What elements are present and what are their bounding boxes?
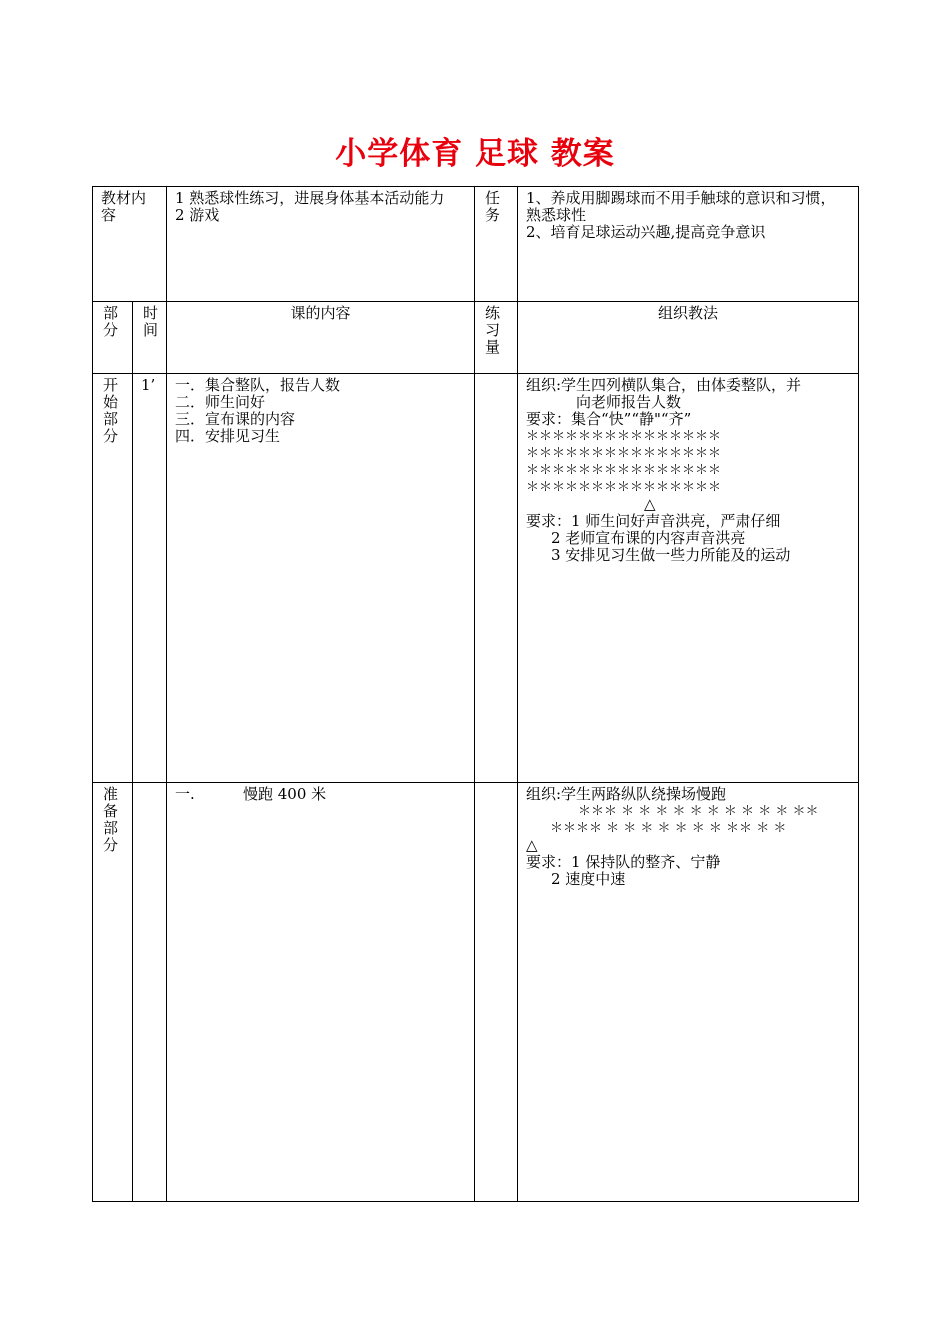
material-label-cell (93, 187, 167, 302)
practice-header: 练习量 (485, 304, 501, 356)
method-req: 要求：1 保持队的整齐、宁静 (526, 853, 721, 871)
material-content-cell (167, 187, 475, 302)
material-line-1: 1 熟悉球性练习，进展身体基本活动能力 (175, 189, 445, 207)
section-name: 开始部分 (103, 376, 119, 445)
column-header-row (93, 302, 859, 374)
teacher-marker: △ (526, 836, 538, 854)
method-org: 组织:学生四列横队集合，由体委整队，并 (526, 376, 802, 394)
formation-row: ＊＊＊＊ ＊ ＊ ＊ ＊ ＊ ＊ ＊ ＊＊ ＊ ＊ (550, 821, 787, 836)
method-req2: 要求：1 师生问好声音洪亮，严肃仔细 (526, 512, 781, 530)
formation-row: ＊＊＊＊＊＊＊＊＊＊＊＊＊＊＊ (526, 446, 722, 461)
method-req2-b: 2 老师宣布课的内容声音洪亮 (551, 529, 746, 547)
part-header: 部分 (103, 304, 119, 339)
method-req: 要求：集合“快”“静"“齐” (526, 410, 692, 428)
section-row-opening (93, 374, 859, 783)
formation-row: ＊＊＊＊＊＊＊＊＊＊＊＊＊＊＊ (526, 429, 722, 444)
content-item-number: 一. (175, 785, 195, 803)
formation-row: ＊＊＊ ＊ ＊ ＊ ＊ ＊ ＊ ＊ ＊ ＊ ＊ ＊＊ (578, 804, 819, 819)
section-name: 准备部分 (103, 785, 119, 854)
material-row (93, 187, 859, 302)
section-method (518, 374, 859, 783)
method-req-b: 2 速度中速 (551, 870, 626, 888)
task-label-cell (475, 187, 518, 302)
material-label: 教材内容 (101, 189, 147, 224)
method-org: 组织:学生两路纵队绕操场慢跑 (526, 785, 727, 803)
content-item (175, 786, 466, 803)
content-header: 课的内容 (290, 304, 351, 322)
section-content (167, 783, 475, 1202)
page-title: 小学体育 足球 教案 (335, 136, 615, 172)
section-time: 1’ (141, 376, 156, 394)
section-row-preparation (93, 783, 859, 1202)
section-method (518, 783, 859, 1202)
method-org-cont: 向老师报告人数 (576, 393, 682, 411)
content-item: 一．集合整队，报告人数 (175, 376, 341, 394)
formation-row: ＊＊＊＊＊＊＊＊＊＊＊＊＊＊＊ (526, 463, 722, 478)
section-practice (475, 783, 518, 1202)
section-practice (475, 374, 518, 783)
formation-row: ＊＊＊＊＊＊＊＊＊＊＊＊＊＊＊ (526, 480, 722, 495)
task-line-1: 1、养成用脚踢球而不用手触球的意识和习惯，熟悉球性 (526, 189, 836, 224)
content-item: 三．宣布课的内容 (175, 410, 296, 428)
task-content-cell (518, 187, 859, 302)
method-header: 组织教法 (657, 304, 718, 322)
method-req2-c: 3 安排见习生做一些力所能及的运动 (551, 546, 791, 564)
content-item: 四．安排见习生 (175, 427, 281, 445)
content-item-text: 慢跑 400 米 (243, 785, 327, 803)
material-line-2: 2 游戏 (175, 206, 220, 224)
task-label: 任务 (485, 189, 501, 224)
content-item: 二．师生问好 (175, 393, 266, 411)
time-header: 时间 (143, 304, 159, 339)
section-content (167, 374, 475, 783)
task-line-2: 2、培育足球运动兴趣,提高竞争意识 (526, 223, 766, 241)
teacher-marker: △ (644, 495, 656, 513)
lesson-plan-table (92, 186, 859, 1202)
